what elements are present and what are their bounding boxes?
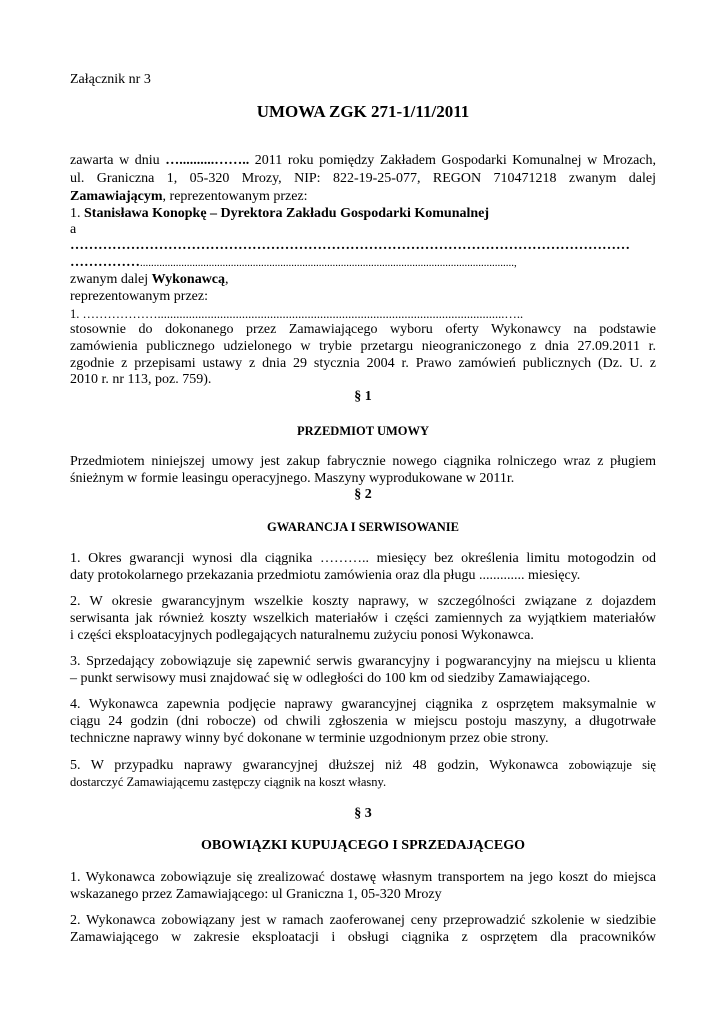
- section-2-item-2-line-2: serwisanta jak również koszty wszelkich materiałów i części zamiennych za wyjątkiem materiałów: [70, 611, 656, 626]
- intro-line-1: zawarta w dniu …..........…….. 2011 roku pomiędzy Zakładem Gospodarki Komunalnej w Mrozach,: [70, 153, 656, 168]
- intro-line-12: zamówienia publicznego udzielonego w trybie przetargu nieograniczonego z dnia 27.09.2011 r.: [70, 339, 656, 354]
- section-3-mark: § 3: [354, 806, 372, 821]
- section-1-heading: PRZEDMIOT UMOWY: [296, 424, 430, 438]
- section-2-item-1-line-1: 1. Okres gwarancji wynosi dla ciągnika ……….. miesięcy bez określenia limitu motogodzin od: [70, 551, 656, 566]
- intro-line-4: 1. Stanisława Konopkę – Dyrektora Zakładu Gospodarki Komunalnej: [70, 206, 490, 221]
- section-2-item-4-line-1: 4. Wykonawca zapewnia podjęcie naprawy gwarancyjnej ciągnika z osprzętem maksymalnie w: [70, 697, 656, 712]
- section-3-item-1-line-2: wskazanego przez Zamawiającego: ul Graniczna 1, 05-320 Mrozy: [70, 887, 442, 902]
- section-2-heading: GWARANCJA I SERWISOWANIE: [267, 520, 459, 534]
- section-3-item-1-line-1: 1. Wykonawca zobowiązuje się zrealizować dostawę własnym transportem na jego koszt do miejsca: [70, 870, 656, 885]
- intro-line-8: zwanym dalej Wykonawcą,: [70, 272, 229, 287]
- section-3-item-2-line-1: 2. Wykonawca zobowiązany jest w ramach zaoferowanej ceny przeprowadzić szkolenie w siedzibie: [70, 913, 656, 928]
- contractor-address-blank: ……………........................................................................................................................................,: [70, 255, 517, 270]
- section-2-item-2-line-3: i części eksploatacyjnych podlegających naturalnemu zużyciu ponosi Wykonawca.: [70, 628, 534, 643]
- section-2-item-3-line-1: 3. Sprzedający zobowiązuje się zapewnić serwis gwarancyjny i pogwarancyjny na miejscu u klienta: [70, 654, 656, 669]
- intro-line-13: zgodnie z przepisami ustawy z dnia 29 stycznia 2004 r. Prawo zamówień publicznych (Dz. U. z: [70, 356, 656, 371]
- intro-line-14: 2010 r. nr 113, poz. 759).: [70, 372, 212, 387]
- section-1-mark: § 1: [354, 389, 372, 404]
- section-2-item-4-line-2: ciągu 24 godzin (dni robocze) od chwili zgłoszenia w miejscu postoju maszyny, a długotrwałe: [70, 714, 656, 729]
- intro-line-3: Zamawiającym, reprezentowanym przez:: [70, 189, 308, 204]
- section-3-item-2-line-2: Zamawiającego w zakresie eksploatacji i obsługi ciągnika z osprzętem dla pracowników: [70, 930, 656, 945]
- contractor-name-blank: …………………………………………………………………………………………………………: [70, 238, 630, 253]
- contract-title: UMOWA ZGK 271-1/11/2011: [256, 102, 470, 121]
- section-2-item-5-line-1: 5. W przypadku naprawy gwarancyjnej dłuższej niż 48 godzin, Wykonawca zobowiązuje się: [70, 758, 656, 773]
- section-3-heading: OBOWIĄZKI KUPUJĄCEGO I SPRZEDAJĄCEGO: [201, 838, 525, 853]
- representative-blank: 1. ………………...............................................................................................................…..: [70, 307, 524, 321]
- annex-label: Załącznik nr 3: [70, 72, 151, 87]
- section-2-item-3-line-2: – punkt serwisowy musi znajdować się w odległości do 100 km od siedziby Zamawiającego.: [70, 671, 591, 686]
- intro-line-9: reprezentowanym przez:: [70, 289, 208, 304]
- section-2-item-5-line-2: dostarczyć Zamawiającemu zastępczy ciągnik na koszt własny.: [70, 775, 387, 789]
- section-1-para-line-1: Przedmiotem niniejszej umowy jest zakup fabrycznie nowego ciągnika rolniczego wraz z pługiem: [70, 454, 656, 469]
- intro-line-11: stosownie do dokonanego przez Zamawiającego wyboru oferty Wykonawcy na podstawie: [70, 322, 656, 337]
- section-2-item-4-line-3: techniczne naprawy winny być dokonane w terminie uzgodnionym przez obie strony.: [70, 731, 549, 746]
- section-2-item-1-line-2: daty protokolarnego przekazania przedmiotu zamówienia oraz dla pługu ............. miesięcy.: [70, 568, 581, 583]
- intro-line-2: ul. Graniczna 1, 05-320 Mrozy, NIP: 822-19-25-077, REGON 710471218 zwanym dalej: [70, 171, 656, 186]
- section-2-mark: § 2: [354, 487, 372, 502]
- section-2-item-2-line-1: 2. W okresie gwarancyjnym wszelkie koszty naprawy, w szczególności związane z dojazdem: [70, 594, 656, 609]
- intro-line-5: a: [70, 222, 77, 237]
- section-1-para-line-2: śnieżnym w formie leasingu operacyjnego. Maszyny wyprodukowane w 2011r.: [70, 471, 515, 486]
